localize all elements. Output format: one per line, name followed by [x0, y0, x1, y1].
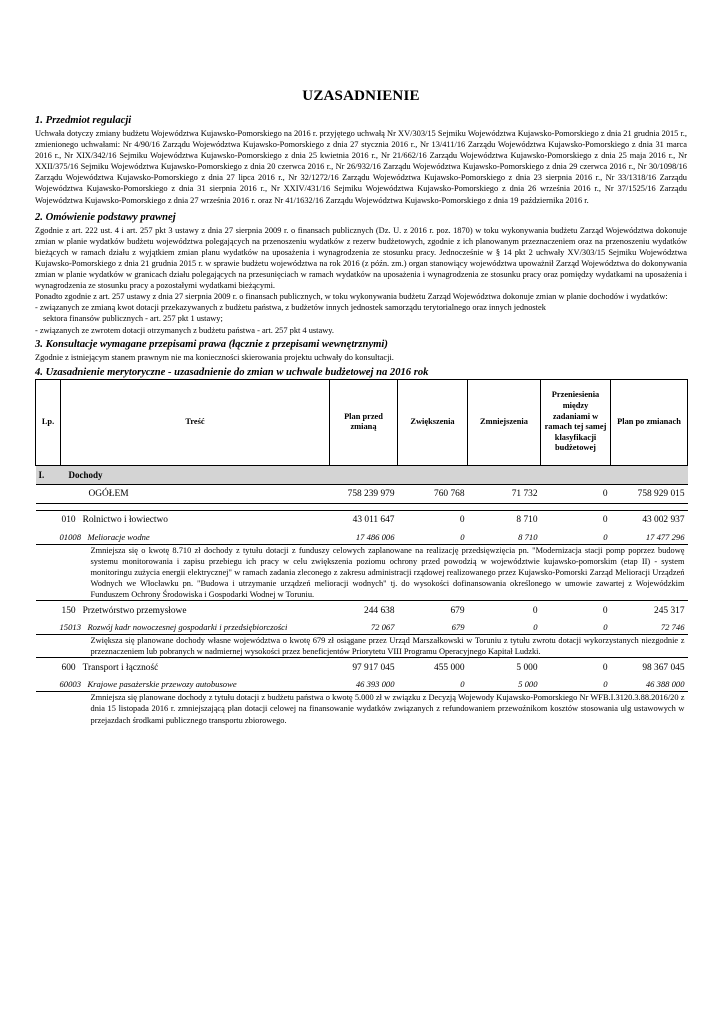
- dzial-label: Przetwórstwo przemysłowe: [82, 605, 187, 616]
- dzial-zm: 8 710: [468, 510, 541, 530]
- section-2-text-2: Ponadto zgodnie z art. 257 ustawy z dnia 27 sierpnia 2009 r. o finansach publicznych, w toku wykonywania budżetu Zarząd Województwa dokonuje zmian w planie dochodów i wydatków:: [35, 292, 668, 302]
- dzial-po: 43 002 937: [611, 510, 688, 530]
- section-2-text-1: Zgodnie z art. 222 ust. 4 i art. 257 pkt 3 ustawy z dnia 27 sierpnia 2009 r. o finansach publicznych (Dz. U. z 2016 r. poz. 1870) w toku wykonywania budżetu Zarząd Województwa dokonuje zmian w planie wydatków budżetu województwa polegających na przenoszeniu wydatków z rezerw budżetowych, zgodnie z ich planowanym przeznaczeniem oraz na przenoszeniu wydatków bieżących w ramach działu z wyjątkiem zmian planu wydatków na uposażenia i wynagrodzenia ze stosunku pracy. Jednocześnie w § 14 pkt 2 uchwały XV/303/15 Sejmiku Województwa Kujawsko-Pomorskiego z dnia 21 grudnia 2015 r. w sprawie budżetu województwa na rok 2016 (z późn. zm.) organ stanowiący województwa upoważnił Zarząd Województwa do dokonywania zmian w planie wydatków w granicach działu polegających na przesunięciach w ramach wydatków na uposażenia i wynagrodzenia ze stosunku pracy oraz pomiędzy wydatkami na uposażenia i wynagrodzenia ze stosunku pracy a pozostałymi wydatkami bieżącymi.: [35, 225, 687, 291]
- dzial-po: 98 367 045: [611, 658, 688, 678]
- rozdzial-row: [36, 620, 688, 635]
- rozdzial-row: [36, 530, 688, 545]
- dzial-zw: 455 000: [398, 658, 468, 678]
- rozdzial-zw: 0: [398, 677, 468, 692]
- dzial-prz: 0: [541, 658, 611, 678]
- dzial-prz: 0: [541, 510, 611, 530]
- rozdzial-prz: 0: [541, 620, 611, 635]
- rozdzial-po: 17 477 296: [611, 530, 688, 545]
- section-1-text: Uchwała dotyczy zmiany budżetu Województwa Kujawsko-Pomorskiego na 2016 r. przyjętego uchwałą Nr XV/303/15 Sejmiku Województwa Kujawsko-Pomorskiego z dnia 21 grudnia 2015 r., zmienionego uchwałami: Nr 4/90/16 Zarządu Województwa Kujawsko-Pomorskiego z dnia 27 stycznia 2016 r., Nr 13/411/16 Zarządu Województwa Kujawsko-Pomorskiego z dnia 31 marca 2016 r., Nr XIX/342/16 Sejmiku Województwa Kujawsko-Pomorskiego z dnia 25 kwietnia 2016 r., Nr 21/662/16 Zarządu Województwa Kujawsko-Pomorskiego z dnia 25 maja 2016 r., Nr XXII/375/16 Sejmiku Województwa Kujawsko-Pomorskiego z dnia 20 czerwca 2016 r., Nr 26/932/16 Zarządu Województwa Kujawsko-Pomorskiego z dnia 29 czerwca 2016 r., Nr 30/1098/16 Zarządu Województwa Kujawsko-Pomorskiego z dnia 27 lipca 2016 r., Nr 32/1272/16 Zarządu Województwa Kujawsko-Pomorskiego z dnia 23 sierpnia 2016 r., Nr 33/1318/16 Zarządu Województwa Kujawsko-Pomorskiego z dnia 31 sierpnia 2016 r., Nr XXIV/431/16 Sejmiku Województwa Kujawsko-Pomorskiego z dnia 26 września 2016 r., Nr 37/1525/16 Zarządu Województwa Kujawsko-Pomorskiego z dnia 27 września 2016 r. oraz Nr 41/1632/16 Zarządu Województwa Kujawsko-Pomorskiego z dnia 19 października 2016 r.: [35, 129, 687, 205]
- description-row: [36, 544, 688, 600]
- total-prz: 0: [541, 484, 611, 503]
- rozdzial-prz: 0: [541, 677, 611, 692]
- rozdzial-code: 01008: [59, 531, 81, 542]
- rozdzial-plan: 17 486 006: [330, 530, 398, 545]
- total-zw: 760 768: [398, 484, 468, 503]
- rozdzial-zm: 8 710: [468, 530, 541, 545]
- description-row: [36, 635, 688, 658]
- rozdzial-label: Rozwój kadr nowoczesnej gospodarki i przedsiębiorczości: [87, 622, 288, 633]
- description-text: Zwiększa się planowane dochody własne województwa o kwotę 679 zł osiągane przez Urząd Marszałkowski w Toruniu z tytułu zwrotu dotacji wykorzystanych niezgodnie z przeznaczeniem lub pobranych w nadmiernej wysokości przez beneficjentów Priorytetu VIII Programu Operacyjnego Kapitał Ludzki.: [90, 636, 685, 657]
- section-2-list: [35, 302, 687, 335]
- dzial-row: [36, 658, 688, 678]
- dzial-po: 245 317: [611, 601, 688, 621]
- section-2-heading: 2. Omówienie podstawy prawnej: [35, 211, 176, 223]
- header-przeniesienia: Przeniesienia między zadaniami w ramach tej samej klasyfikacji budżetowej: [541, 379, 611, 465]
- rozdzial-code: 60003: [59, 679, 81, 690]
- description-text: Zmniejsza się o kwotę 8.710 zł dochody z tytułu dotacji z funduszy celowych zaplanowane na realizację przedsięwzięcia pn. "Modernizacja stacji pomp poprzez budowę systemu monitorowania i zapisu przebiegu ich pracy w celu zwiększenia poziomu ochrony przed powodzią w województwie kujawsko-pomorskim (etap II) - system monitoringu zużycia energii elektrycznej" w ramach zadania zleconego z zakresu administracji rządowej realizowanego przez Kujawsko-Pomorski Zarząd Melioracji Urządzeń Wodnych we Włocławku pn. "Budowa i utrzymanie urządzeń melioracji wodnych" tj. do wysokości dofinansowania określonego w umowie zawartej z Wojewódzkim Funduszem Ochrony Środowiska i Gospodarki Wodnej w Toruniu.: [90, 545, 685, 600]
- section-3-heading: 3. Konsultacje wymagane przepisami prawa (łącznie z przepisami wewnętrznymi): [35, 338, 388, 350]
- rozdzial-prz: 0: [541, 530, 611, 545]
- dzial-plan: 244 638: [330, 601, 398, 621]
- dzial-zm: 5 000: [468, 658, 541, 678]
- rozdzial-po: 72 746: [611, 620, 688, 635]
- total-label: OGÓŁEM: [61, 484, 330, 503]
- list-item: sektora finansów publicznych - art. 257 pkt 1 ustawy;: [43, 314, 223, 324]
- rozdzial-row: [36, 677, 688, 692]
- dzial-code: 150: [61, 605, 76, 616]
- section-label: Dochody: [61, 465, 688, 484]
- rozdzial-plan: 72 067: [330, 620, 398, 635]
- budget-table: [35, 379, 688, 726]
- section-3-text: Zgodnie z istniejącym stanem prawnym nie ma konieczności skierowania projektu uchwały do konsultacji.: [35, 352, 394, 362]
- total-po: 758 929 015: [611, 484, 688, 503]
- rozdzial-label: Krajowe pasażerskie przewozy autobusowe: [87, 679, 237, 690]
- dzial-code: 600: [61, 662, 76, 673]
- dzial-label: Transport i łączność: [82, 662, 159, 673]
- page-title: UZASADNIENIE: [302, 88, 420, 104]
- table-header-row: [36, 379, 688, 465]
- section-row: [36, 465, 688, 484]
- header-tresc: Treść: [61, 379, 330, 465]
- dzial-plan: 97 917 045: [330, 658, 398, 678]
- dzial-zw: 679: [398, 601, 468, 621]
- list-item: - związanych ze zwrotem dotacji otrzymanych z budżetu państwa - art. 257 pkt 4 ustawy.: [35, 325, 334, 335]
- description-text: Zmniejsza się planowane dochody z tytułu dotacji z budżetu państwa o kwotę 5.000 zł w związku z Decyzją Wojewody Kujawsko-Pomorskiego Nr WFB.I.3120.3.88.2016/20 z dnia 15 listopada 2016 r. zmniejszającą plan dotacji celowej na finansowanie wydatków związanych z refundowaniem przewoźnikom kosztów stosowania ulg ustawowych w przejazdach środkami publicznego transportu zbiorowego.: [90, 693, 685, 725]
- dzial-row: [36, 601, 688, 621]
- dzial-label: Rolnictwo i łowiectwo: [82, 515, 168, 526]
- dzial-prz: 0: [541, 601, 611, 621]
- rozdzial-plan: 46 393 000: [330, 677, 398, 692]
- dzial-zw: 0: [398, 510, 468, 530]
- dzial-zm: 0: [468, 601, 541, 621]
- dzial-row: [36, 510, 688, 530]
- header-zmniejszenia: Zmniejszenia: [468, 379, 541, 465]
- header-plan-przed: Plan przed zmianą: [330, 379, 398, 465]
- total-zm: 71 732: [468, 484, 541, 503]
- description-row: [36, 692, 688, 726]
- section-1-heading: 1. Przedmiot regulacji: [35, 115, 132, 126]
- rozdzial-zm: 5 000: [468, 677, 541, 692]
- list-item: - związanych ze zmianą kwot dotacji przekazywanych z budżetu państwa, z budżetów innych jednostek samorządu terytorialnego oraz innych jednostek: [35, 303, 546, 313]
- dzial-code: 010: [61, 515, 76, 526]
- rozdzial-code: 15013: [59, 622, 81, 633]
- dzial-plan: 43 011 647: [330, 510, 398, 530]
- rozdzial-label: Melioracje wodne: [87, 531, 150, 542]
- header-zwiekszenia: Zwiększenia: [398, 379, 468, 465]
- section-4-heading: 4. Uzasadnienie merytoryczne - uzasadnienie do zmian w uchwale budżetowej na 2016 rok: [35, 366, 429, 378]
- header-lp: Lp.: [36, 379, 61, 465]
- rozdzial-zm: 0: [468, 620, 541, 635]
- total-row: [36, 484, 688, 503]
- header-plan-po: Plan po zmianach: [611, 379, 688, 465]
- rozdzial-zw: 0: [398, 530, 468, 545]
- rozdzial-zw: 679: [398, 620, 468, 635]
- total-plan: 758 239 979: [330, 484, 398, 503]
- section-lp: I.: [36, 465, 61, 484]
- rozdzial-po: 46 388 000: [611, 677, 688, 692]
- document-page: [35, 88, 687, 726]
